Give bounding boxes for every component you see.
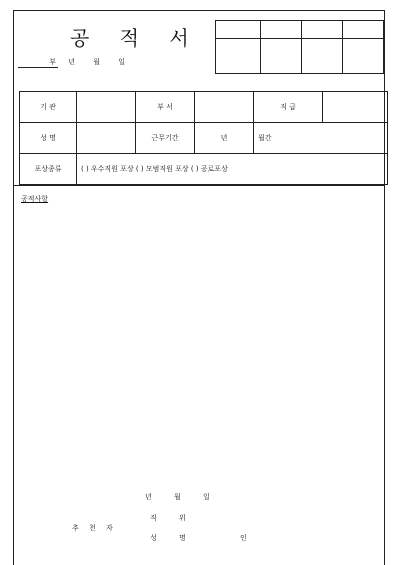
name-field[interactable] [77,123,136,154]
award-type-label: 포상종류 [20,154,77,185]
agency-label: 기 관 [20,92,77,123]
footer-recommender-label: 추 천 자 [72,524,117,532]
dept-field[interactable] [195,92,254,123]
section-divider [13,185,385,186]
rank-field[interactable] [323,92,388,123]
dept-date: 년 월 일 [68,58,133,66]
approval-sign-cell[interactable] [302,39,343,74]
period-year[interactable]: 년 [195,123,254,154]
period-month[interactable]: 월간 [254,123,388,154]
content-label: 공적사항 [21,195,49,203]
agency-field[interactable] [77,92,136,123]
approval-box [215,20,384,74]
document-title: 공 적 서 [70,26,201,50]
name-label: 성 명 [20,123,77,154]
footer-position-label: 직 위 [150,514,196,522]
approval-sign-cell[interactable] [216,39,261,74]
footer-name-label: 성 명 [150,534,196,542]
approval-header-cell [302,21,343,39]
department-date-line [18,57,136,68]
period-label: 근무기간 [136,123,195,154]
award-type-options[interactable]: ( ) 우수직원 포상 ( ) 모범직원 포상 ( ) 공로포상 [77,154,388,185]
footer-seal-label: 인 [240,534,247,542]
approval-sign-cell[interactable] [343,39,384,74]
dept-label: 부 서 [136,92,195,123]
approval-header-cell [216,21,261,39]
info-table [19,91,388,185]
approval-header-cell [261,21,302,39]
footer-date: 년 월 일 [145,493,220,501]
dept-suffix: 부 [18,57,58,68]
approval-sign-cell[interactable] [261,39,302,74]
rank-label: 직 급 [254,92,323,123]
approval-header-cell [343,21,384,39]
